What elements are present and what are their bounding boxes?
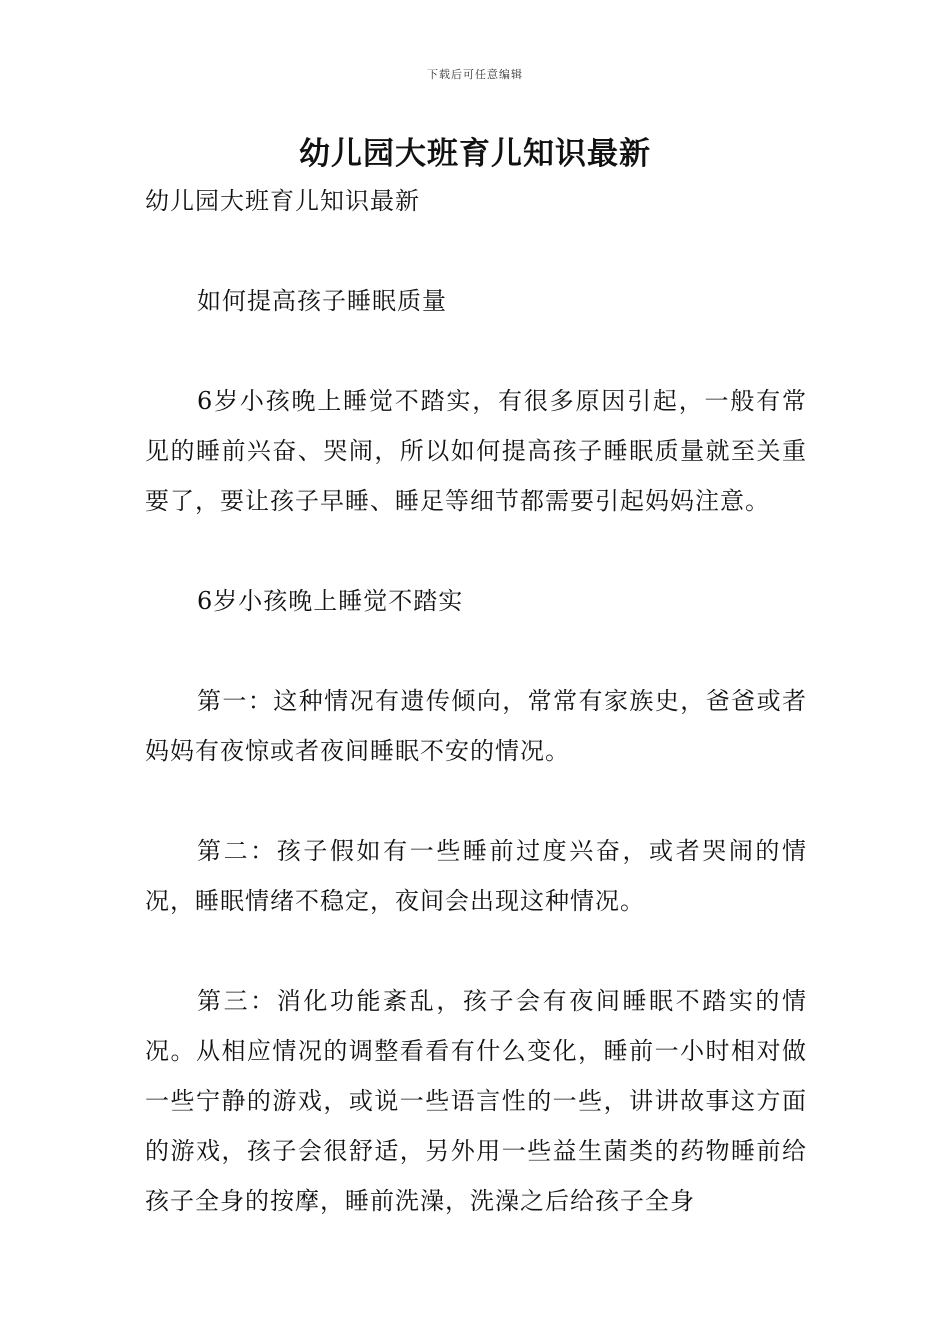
paragraph-point-3: 第三：消化功能紊乱，孩子会有夜间睡眠不踏实的情况。从相应情况的调整看看有什么变化，睡前一小时相对做一些宁静的游戏，或说一些语言性的一些，讲讲故事这方面的游戏，孩子会很舒适，另外用一些益生菌类的药物睡前给孩子全身的按摩，睡前洗澡，洗澡之后给孩子全身 — [145, 987, 807, 1215]
document-subtitle: 幼儿园大班育儿知识最新 — [145, 187, 420, 215]
paragraph-gap — [145, 626, 807, 676]
document-body — [145, 176, 807, 1226]
paragraph-point-1: 第一：这种情况有遗传倾向，常常有家族史，爸爸或者妈妈有夜惊或者夜间睡眠不安的情况。 — [145, 687, 807, 765]
paragraph-gap — [145, 526, 807, 576]
header-note: 下载后可任意编辑 — [427, 68, 523, 81]
paragraph-gap — [145, 776, 807, 826]
paragraph-point-2: 第二：孩子假如有一些睡前过度兴奋，或者哭闹的情况，睡眠情绪不稳定，夜间会出现这种情况。 — [145, 837, 807, 915]
paragraph-heading-restless-sleep: 6岁小孩晚上睡觉不踏实 — [197, 587, 464, 615]
document-title: 幼儿园大班育儿知识最新 — [299, 136, 651, 172]
paragraph-heading-sleep-quality: 如何提高孩子睡眠质量 — [197, 287, 447, 315]
paragraph-gap — [145, 326, 807, 376]
paragraph-intro: 6岁小孩晚上睡觉不踏实，有很多原因引起，一般有常见的睡前兴奋、哭闹，所以如何提高孩子睡眠质量就至关重要了，要让孩子早睡、睡足等细节都需要引起妈妈注意。 — [145, 387, 807, 515]
paragraph-gap — [145, 926, 807, 976]
paragraph-gap — [145, 226, 807, 276]
